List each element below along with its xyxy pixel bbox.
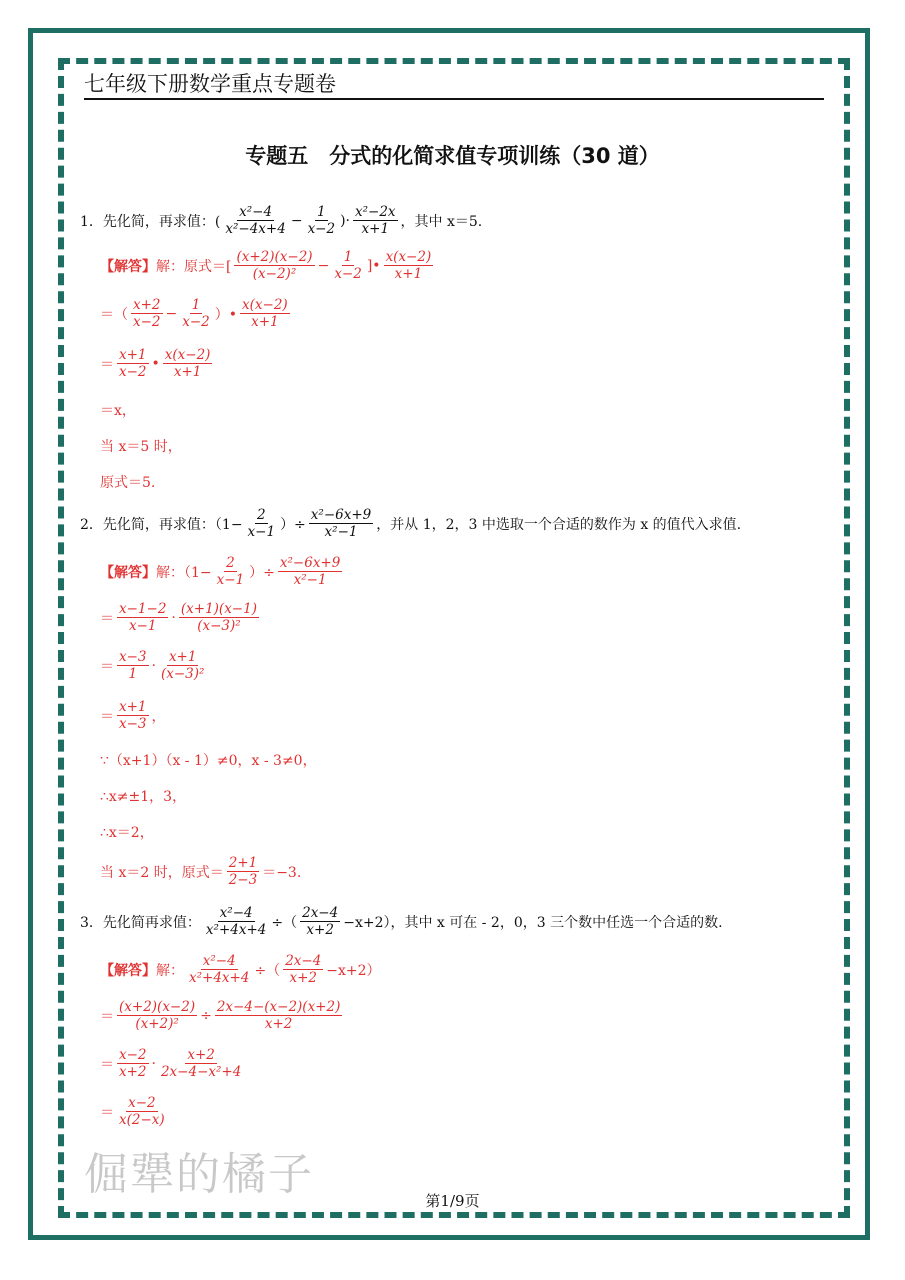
fraction: $\frac{\text{x²−2x}}{x+1}$ — [355, 204, 396, 238]
answer-1-line-5: 当 x＝5 时， — [100, 439, 182, 455]
answer-1-line-6: 原式＝5. — [100, 475, 156, 491]
fraction: $\frac{x-2}{x+2}$ — [119, 1047, 147, 1081]
fraction: $\frac{\text{x²−4}}{\text{x²+4x+4}}$ — [205, 905, 267, 939]
page-number: 第1/9页 — [425, 1192, 480, 1210]
answer-3-line-1: 【解答】 解： $\frac{\text{x²−4}}{\text{x²+4x+4}}$ ÷（ $\frac{2x-4}{x+2}$ −x+2） — [100, 953, 381, 987]
fraction: $\frac{(x+2)(x-2)}{\text{(x+2)²}}$ — [119, 999, 196, 1033]
page-title: 专题五 分式的化简求值专项训练（30 道） — [245, 144, 660, 168]
fraction: $\frac{2}{x-1}$ — [247, 507, 276, 541]
fraction: $\frac{(x+1)(x-1)}{\text{(x−3)²}}$ — [180, 601, 257, 635]
header-title: 七年级下册数学重点专题卷 — [84, 72, 336, 96]
watermark: 倔犟的橘子 — [84, 1149, 314, 1200]
fraction: $\frac{1}{x-2}$ — [307, 204, 336, 238]
answer-2-line-4: ＝ $\frac{x+1}{x-3}$ ， — [100, 699, 166, 733]
fraction: $\frac{\text{x²−6x+9}}{\text{x²−1}}$ — [310, 507, 372, 541]
answer-2-line-5: ∵（x+1）（x - 1）≠0，x - 3≠0， — [100, 753, 317, 769]
answer-1-line-4: ＝x， — [100, 403, 136, 419]
answer-1-line-2: ＝（ $\frac{x+2}{x-2}$ − $\frac{1}{x-2}$ ）• $\frac{x(x-2)}{x+1}$ — [100, 297, 288, 331]
fraction: $\frac{x+2}{x-2}$ — [133, 297, 161, 331]
fraction: $\frac{x+1}{x-3}$ — [119, 699, 147, 733]
fraction: $\frac{x(x-2)}{x+1}$ — [242, 297, 288, 331]
fraction: $\frac{x-2}{x(2-x)}$ — [119, 1095, 165, 1129]
answer-1-line-1: 【解答】 解：原式＝[ $\frac{(x+2)(x-2)}{\text{(x−2)²}}$ − $\frac{1}{x-2}$ ]• $\frac{x(x-2)}{x+1}$ — [100, 249, 432, 283]
fraction: $\frac{1}{x-2}$ — [334, 249, 362, 283]
answer-2-line-6: ∴x≠±1，3， — [100, 789, 187, 805]
answer-3-line-3: ＝ $\frac{x-2}{x+2}$ · $\frac{x+2}{\text{2x−4−x²+4}}$ — [100, 1047, 242, 1081]
question-3: 3．先化简再求值： $\frac{\text{x²−4}}{\text{x²+4x+4}}$ ÷（ $\frac{2x-4}{x+2}$ −x+2），其中 x 可在 - 2，0，3 三个数中任选一个合适的数. — [80, 905, 723, 939]
answer-2-line-8: 当 x＝2 时，原式＝ $\frac{2+1}{2-3}$ ＝−3. — [100, 855, 302, 889]
fraction: $\frac{2x-4}{x+2}$ — [285, 953, 322, 987]
fraction: $\frac{1}{x-2}$ — [182, 297, 210, 331]
fraction: $\frac{x(x-2)}{x+1}$ — [385, 249, 432, 283]
page-header — [84, 64, 824, 100]
answer-2-line-2: ＝ $\frac{x-1-2}{x-1}$ · $\frac{(x+1)(x-1)}{\text{(x−3)²}}$ — [100, 601, 257, 635]
fraction: $\frac{\text{x²−4}}{\text{x²−4x+4}}$ — [225, 204, 286, 238]
fraction: $\frac{(x+2)(x-2)}{\text{(x−2)²}}$ — [236, 249, 313, 283]
fraction: $\frac{2x-4-(x-2)(x+2)}{x+2}$ — [216, 999, 341, 1033]
fraction: $\frac{x+1}{x-2}$ — [119, 347, 147, 381]
fraction: $\frac{2+1}{2-3}$ — [228, 855, 258, 889]
fraction: $\frac{\text{x²−6x+9}}{\text{x²−1}}$ — [279, 555, 341, 589]
answer-2-line-7: ∴x＝2， — [100, 825, 154, 841]
answer-3-line-2: ＝ $\frac{(x+2)(x-2)}{\text{(x+2)²}}$ ÷ $\frac{2x-4-(x-2)(x+2)}{x+2}$ — [100, 999, 341, 1033]
fraction: $\frac{x+2}{\text{2x−4−x²+4}}$ — [160, 1047, 242, 1081]
fraction: $\frac{2}{x-1}$ — [216, 555, 245, 589]
fraction: $\frac{x-3}{1}$ — [119, 649, 147, 683]
fraction: $\frac{x-1-2}{x-1}$ — [119, 601, 167, 635]
answer-2-line-1: 【解答】 解：（1− $\frac{2}{x-1}$ ）÷ $\frac{\text{x²−6x+9}}{\text{x²−1}}$ — [100, 555, 341, 589]
question-1: 1．先化简，再求值：( $\frac{\text{x²−4}}{\text{x²−4x+4}}$ − $\frac{1}{x-2}$ )· $\frac{\text{x²−2x}}{x+1}$ ，其中 x＝5. — [80, 204, 483, 238]
question-2: 2．先化简，再求值：（1− $\frac{2}{x-1}$ ）÷ $\frac{\text{x²−6x+9}}{\text{x²−1}}$ ，并从 1，2，3 中选取一个合适的数作为 x 的值代入求值. — [80, 507, 742, 541]
answer-2-line-3: ＝ $\frac{x-3}{1}$ · $\frac{x+1}{\text{(x−3)²}}$ — [100, 649, 205, 683]
answer-1-line-3: ＝ $\frac{x+1}{x-2}$ • $\frac{x(x-2)}{x+1}$ — [100, 347, 211, 381]
answer-3-line-4: ＝ $\frac{x-2}{x(2-x)}$ — [100, 1095, 165, 1129]
fraction: $\frac{x(x-2)}{x+1}$ — [164, 347, 211, 381]
fraction: $\frac{x+1}{\text{(x−3)²}}$ — [160, 649, 205, 683]
fraction: $\frac{2x-4}{x+2}$ — [302, 905, 339, 939]
fraction: $\frac{\text{x²−4}}{\text{x²+4x+4}}$ — [189, 953, 250, 987]
